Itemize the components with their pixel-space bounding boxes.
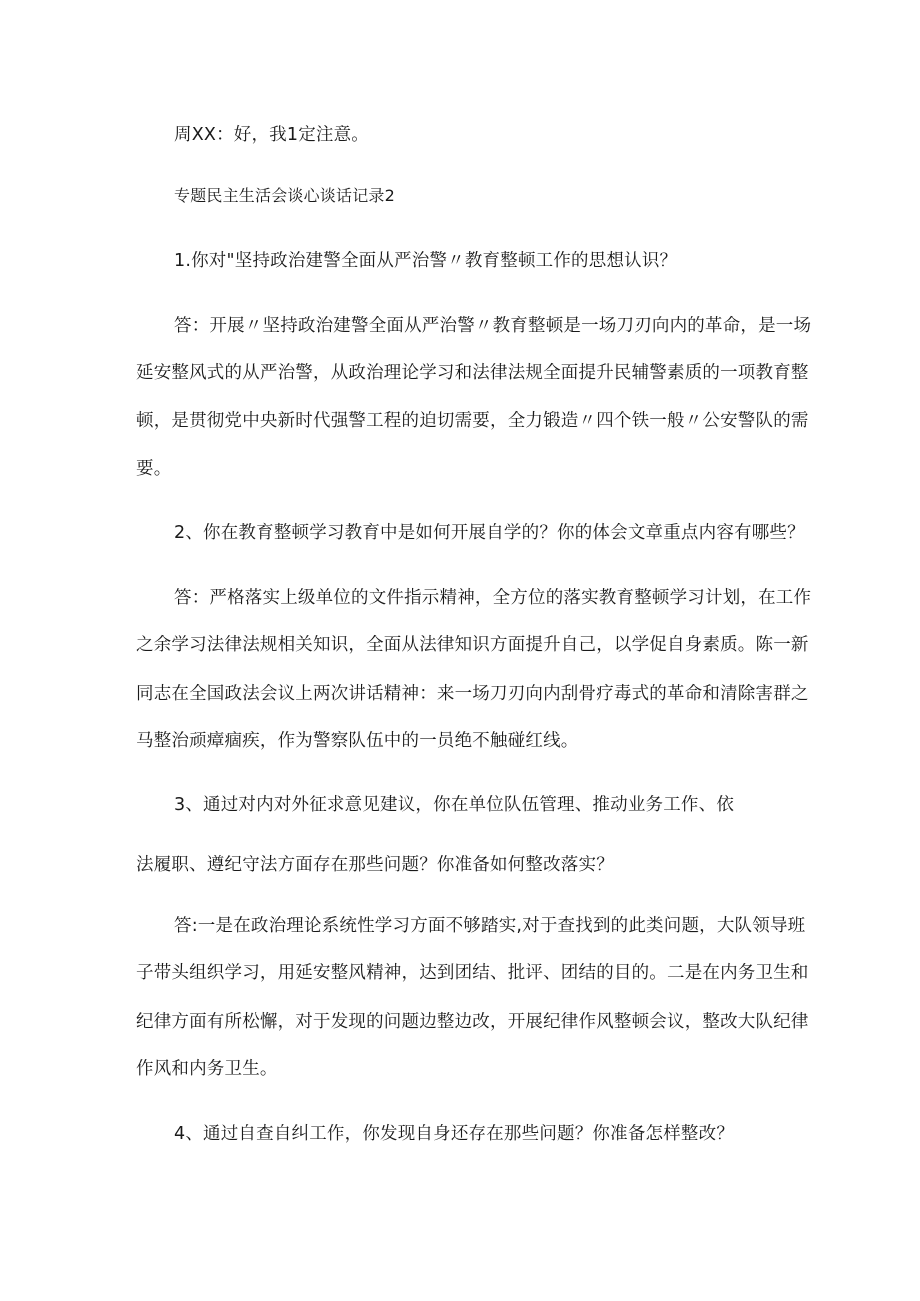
answer-2-line: 马整治顽瘴痼疾，作为警察队伍中的一员绝不触碰红线。: [136, 731, 579, 751]
answer-2-line: 答：严格落实上级单位的文件指示精神，全方位的落实教育整顿学习计划，在工作: [174, 588, 812, 608]
answer-3-line: 纪律方面有所松懈，对于发现的问题边整边改，开展纪律作风整顿会议，整改大队纪律: [136, 1012, 809, 1032]
answer-1-line: 延安整风式的从严治警，从政治理论学习和法律法规全面提升民辅警素质的一项教育整: [136, 363, 809, 383]
answer-1-line: 答：开展〃坚持政治建警全面从严治警〃教育整顿是一场刀刃向内的革命，是一场: [174, 316, 812, 336]
answer-2-line: 同志在全国政法会议上两次讲话精神：来一场刀刃向内刮骨疗毒式的革命和清除害群之: [136, 684, 809, 704]
section-title: 专题民主生活会谈心谈话记录2: [174, 186, 395, 205]
answer-1-line: 要。: [136, 459, 172, 479]
answer-2-line: 之余学习法律法规相关知识，全面从法律知识方面提升自己，以学促自身素质。陈一新: [136, 635, 809, 655]
question-3-line: 3、通过对内对外征求意见建议，你在单位队伍管理、推动业务工作、依: [174, 795, 735, 815]
question-2: 2、你在教育整顿学习教育中是如何开展自学的？你的体会文章重点内容有哪些？: [174, 523, 805, 543]
reply-line: 周XX：好，我1定注意。: [174, 125, 370, 145]
answer-3-line: 作风和内务卫生。: [136, 1059, 278, 1079]
answer-1-line: 顿，是贯彻党中央新时代强警工程的迫切需要，全力锻造〃四个铁一般〃公安警队的需: [136, 411, 809, 431]
question-1: 1.你对"坚持政治建警全面从严治警〃教育整顿工作的思想认识？: [174, 251, 678, 271]
question-3-line: 法履职、遵纪守法方面存在那些问题？你准备如何整改落实？: [136, 855, 614, 875]
answer-3-line: 子带头组织学习，用延安整风精神，达到团结、批评、团结的目的。二是在内务卫生和: [136, 963, 809, 983]
answer-3-line: 答:一是在政治理论系统性学习方面不够踏实,对于查找到的此类问题，大队领导班: [174, 916, 806, 936]
question-4: 4、通过自查自纠工作，你发现自身还存在那些问题？你准备怎样整改？: [174, 1124, 735, 1144]
